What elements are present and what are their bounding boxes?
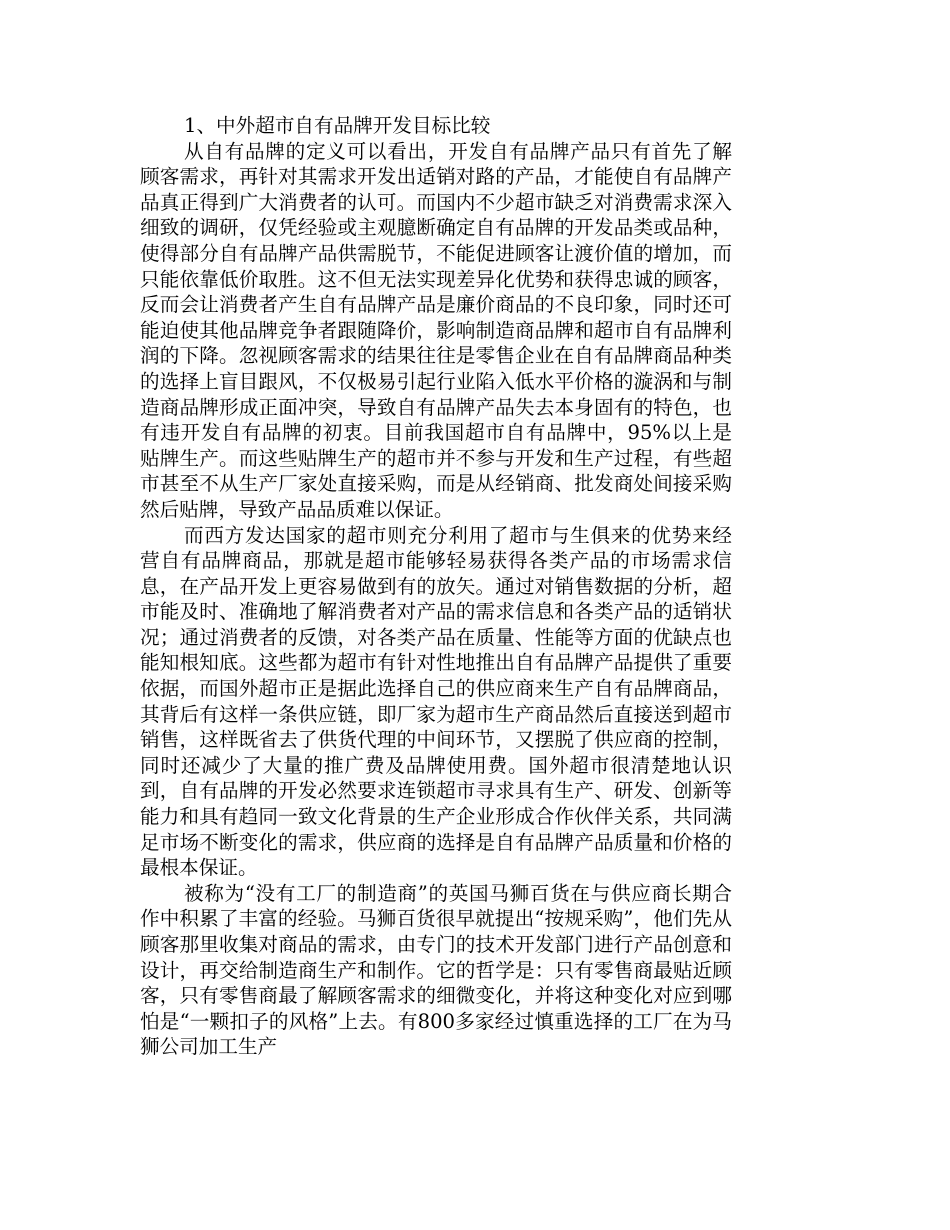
section-heading: 1、中外超市自有品牌开发目标比较 — [184, 114, 491, 137]
paragraph-2: 而西方发达国家的超市则充分利用了超市与生俱来的优势来经营自有品牌商品，那就是超市能够轻易获得各类产品的市场需求信息，在产品开发上更容易做到有的放矢。通过对销售数据的分析，超市能及时、准确地了解消费者对产品的需求信息和各类产品的适销状况；通过消费者的反馈，对各类产品在质量、性能等方面的优缺点也能知根知底。这些都为超市有针对性地推出自有品牌产品提供了重要依据，而国外超市正是据此选择自己的供应商来生产自有品牌商品，其背后有这样一条供应链，即厂家为超市生产商品然后直接送到超市销售，这样既省去了供货代理的中间环节，又摆脱了供应商的控制，同时还减少了大量的推广费及品牌使用费。国外超市很清楚地认识到，自有品牌的开发必然要求连锁超市寻求具有生产、研发、创新等能力和具有趋同一致文化背景的生产企业形成合作伙伴关系，共同满足市场不断变化的需求，供应商的选择是自有品牌产品质量和价格的最根本保证。 — [140, 523, 732, 880]
paragraph-1: 从自有品牌的定义可以看出，开发自有品牌产品只有首先了解顾客需求，再针对其需求开发出适销对路的产品，才能使自有品牌产品真正得到广大消费者的认可。而国内不少超市缺乏对消费需求深入细致的调研，仅凭经验或主观臆断确定自有品牌的开发品类或品种，使得部分自有品牌产品供需脱节，不能促进顾客让渡价值的增加，而只能依靠低价取胜。这不但无法实现差异化优势和获得忠诚的顾客，反而会让消费者产生自有品牌产品是廉价商品的不良印象，同时还可能迫使其他品牌竞争者跟随降价，影响制造商品牌和超市自有品牌利润的下降。忽视顾客需求的结果往往是零售企业在自有品牌商品种类的选择上盲目跟风，不仅极易引起行业陷入低水平价格的漩涡和与制造商品牌形成正面冲突，导致自有品牌产品失去本身固有的特色，也有违开发自有品牌的初衷。目前我国超市自有品牌中，95%以上是贴牌生产。而这些贴牌生产的超市并不参与开发和生产过程，有些超市甚至不从生产厂家处直接采购，而是从经销商、批发商处间接采购然后贴牌，导致产品品质难以保证。 — [140, 139, 732, 521]
paragraph-3: 被称为“没有工厂的制造商”的英国马狮百货在与供应商长期合作中积累了丰富的经验。马狮百货很早就提出“按规采购”，他们先从顾客那里收集对商品的需求，由专门的技术开发部门进行产品创意和设计，再交给制造商生产和制作。它的哲学是：只有零售商最贴近顾客，只有零售商最了解顾客需求的细微变化，并将这种变化对应到哪怕是“一颗扣子的风格”上去。有800多家经过慎重选择的工厂在为马狮公司加工生产 — [140, 881, 732, 1059]
document-body — [140, 113, 732, 1060]
